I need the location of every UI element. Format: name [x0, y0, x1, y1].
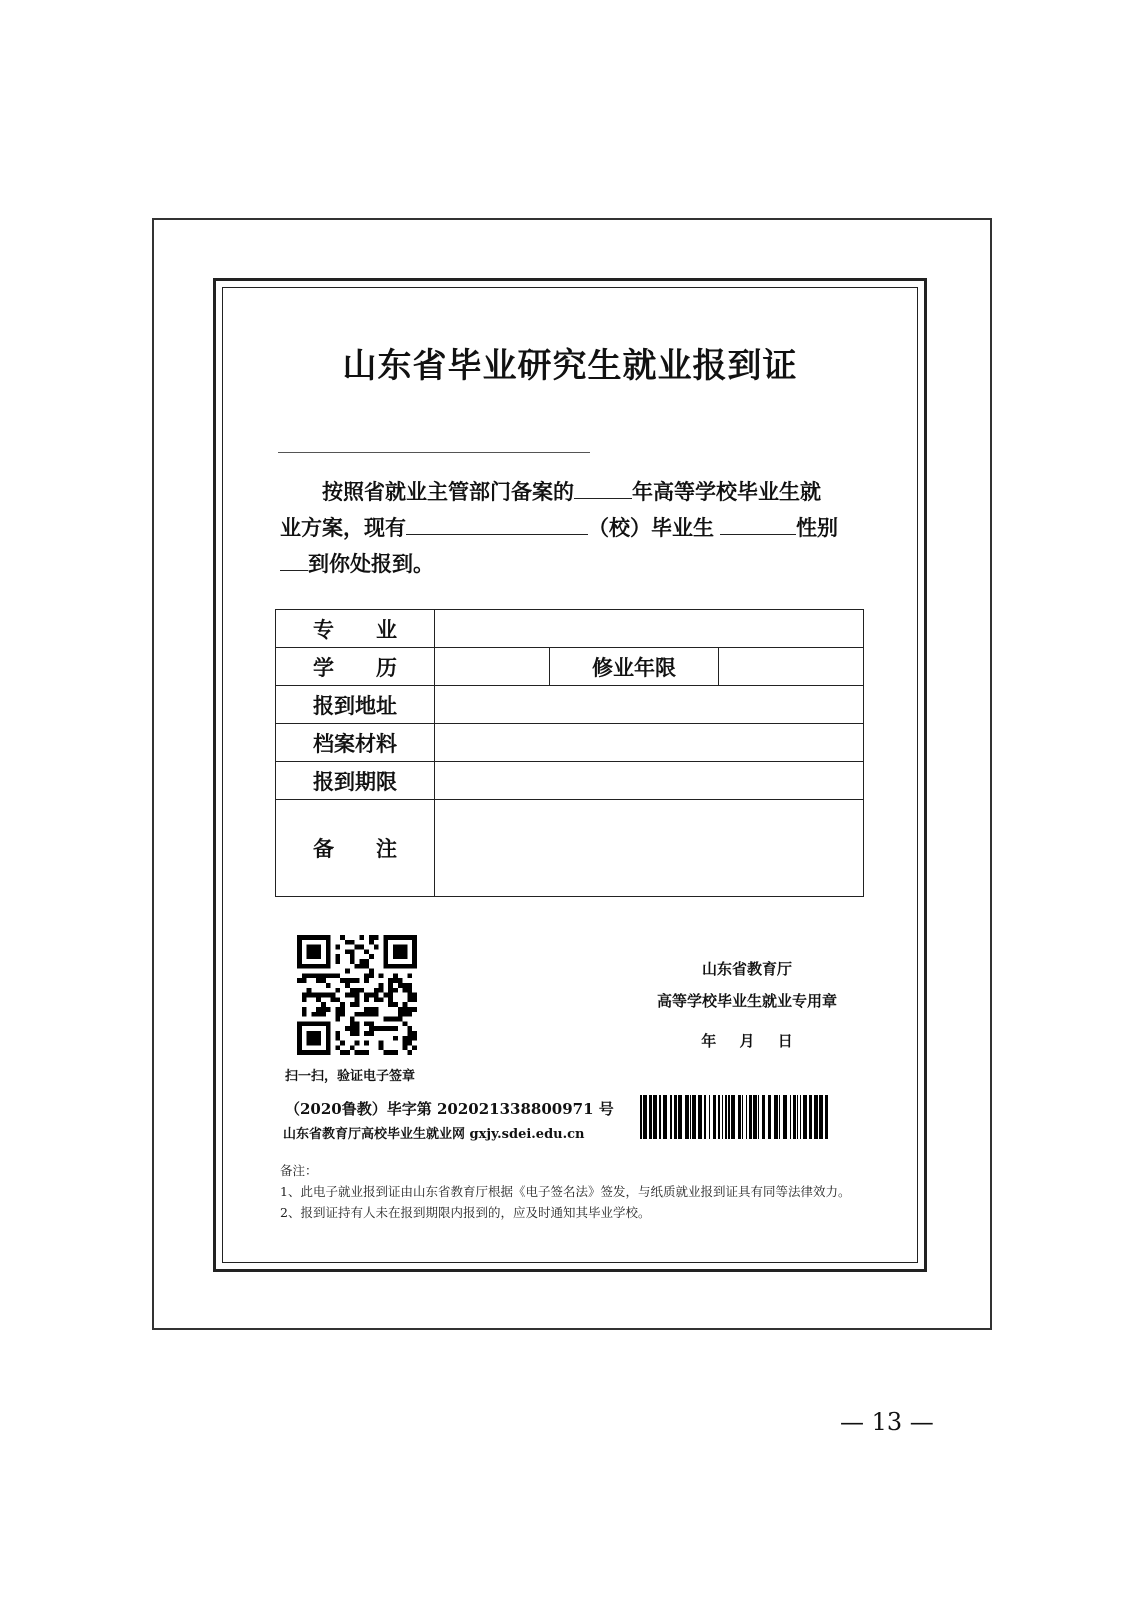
- gender-blank: [280, 546, 308, 571]
- archive-label: 档案材料: [276, 724, 435, 762]
- archive-value: [435, 724, 864, 762]
- duration-label: 修业年限: [550, 648, 719, 686]
- body-line-2-gender: 性别: [796, 515, 838, 540]
- certificate-number: （2020鲁教）毕字第 202021338800971 号: [285, 1100, 614, 1118]
- barcode-icon: [640, 1095, 832, 1139]
- year-blank: [574, 474, 632, 499]
- note-1: 1、此电子就业报到证由山东省教育厅根据《电子签名法》签发，与纸质就业报到证具有同等法律效力。: [280, 1184, 851, 1199]
- website-text: 山东省教育厅高校毕业生就业网 gxjy.sdei.edu.cn: [283, 1127, 585, 1142]
- stamp-date: 年 月 日: [701, 1032, 793, 1050]
- body-line-1: [280, 473, 880, 511]
- body-line-3: [280, 545, 880, 583]
- divider: [278, 452, 590, 453]
- education-label: 学 历: [276, 648, 435, 686]
- deadline-value: [435, 762, 864, 800]
- remark-label: 备 注: [276, 800, 435, 897]
- table-row: [276, 800, 864, 897]
- qr-caption: 扫一扫，验证电子签章: [285, 1069, 416, 1084]
- qr-code-icon[interactable]: [297, 935, 417, 1055]
- body-line-2-prefix: 业方案，现有: [280, 515, 406, 540]
- duration-value: [719, 648, 864, 686]
- table-row: [276, 686, 864, 724]
- deadline-label: 报到期限: [276, 762, 435, 800]
- info-table: [275, 609, 864, 897]
- table-row: [276, 762, 864, 800]
- notes: [280, 1160, 880, 1223]
- table-row: [276, 648, 864, 686]
- education-value: [435, 648, 550, 686]
- school-blank: [406, 510, 588, 535]
- stamp-org: 山东省教育厅: [701, 960, 792, 978]
- table-row: [276, 610, 864, 648]
- page-number: — 13 —: [840, 1408, 934, 1436]
- major-value: [435, 610, 864, 648]
- name-blank: [720, 510, 796, 535]
- body-line-3-suffix: 到你处报到。: [308, 551, 434, 576]
- address-value: [435, 686, 864, 724]
- body-line-1-suffix: 年高等学校毕业生就: [632, 479, 821, 504]
- stamp-seal: 高等学校毕业生就业专用章: [656, 992, 837, 1010]
- certificate-title: 山东省毕业研究生就业报到证: [342, 346, 798, 386]
- body-line-2-school: （校）毕业生: [588, 515, 714, 540]
- notes-heading: 备注：: [280, 1163, 318, 1178]
- table-row: [276, 724, 864, 762]
- body-line-2: [280, 509, 880, 547]
- body-line-1-prefix: 按照省就业主管部门备案的: [322, 479, 574, 504]
- remark-value: [435, 800, 864, 897]
- address-label: 报到地址: [276, 686, 435, 724]
- note-2: 2、报到证持有人未在报到期限内报到的，应及时通知其毕业学校。: [280, 1205, 651, 1220]
- major-label: 专 业: [276, 610, 435, 648]
